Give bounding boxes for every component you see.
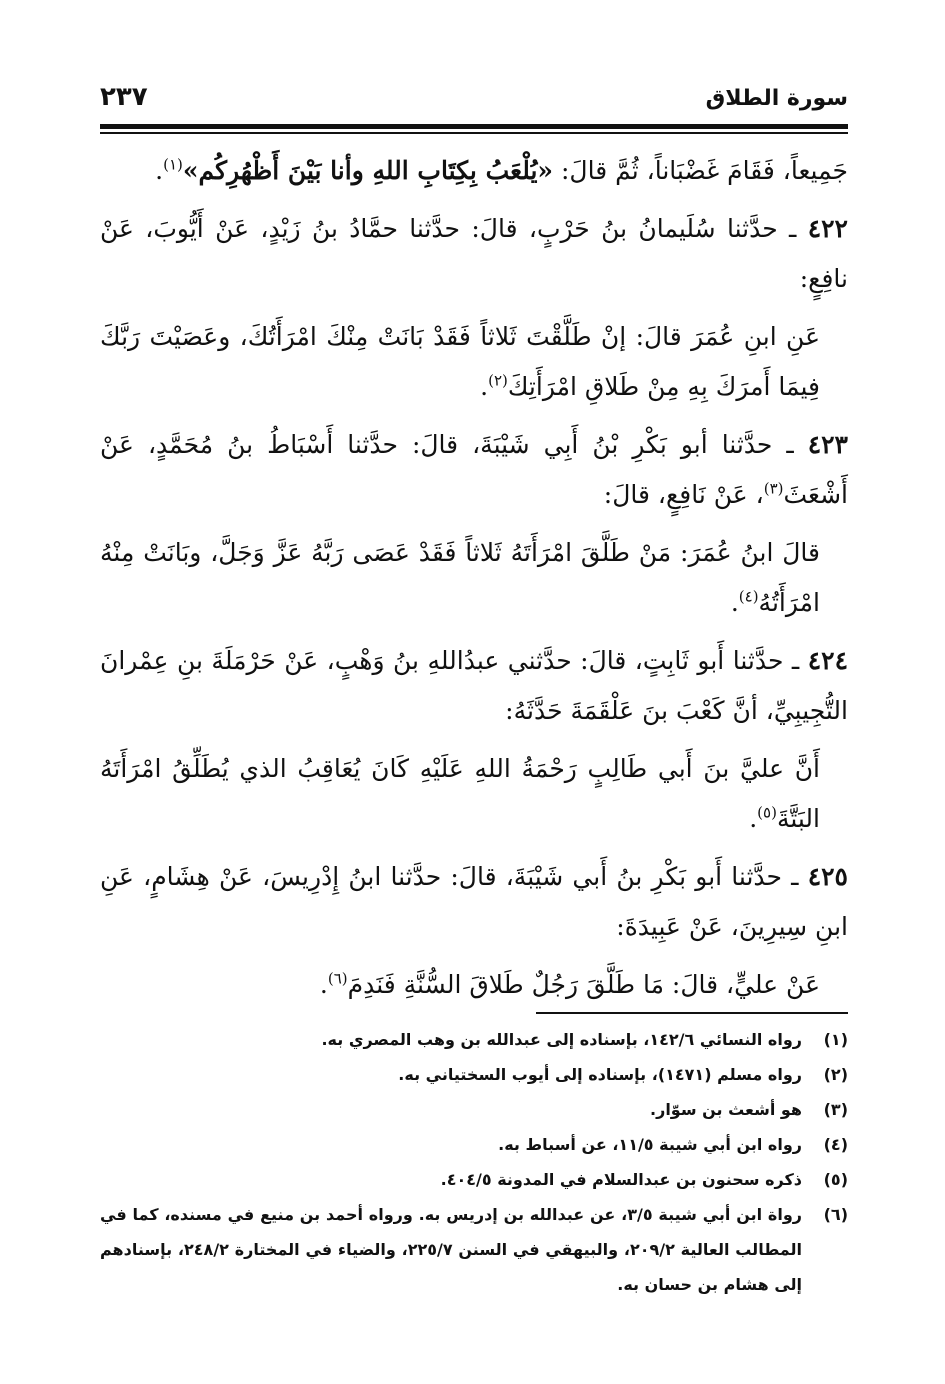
footnote-1 <box>100 1022 848 1057</box>
sentence-end: . <box>155 156 164 185</box>
footnote-text: هو أشعث بن سوّار. <box>650 1100 802 1119</box>
footnote-separator <box>536 1012 848 1014</box>
hadith-424-chain <box>100 636 848 736</box>
matn-text: أَنَّ عليَّ بنَ أَبي طَالِبٍ رَحْمَةُ اللهِ عَلَيْهِ كَانَ يُعَاقِبُ الذي يُطَلِّقُ امْرَأَتَهُ البَتَّةَ <box>100 754 820 833</box>
hadith-422-text <box>100 312 848 412</box>
footnote-text: رواة ابن أبي شيبة ٣/٥، عن عبدالله بن إدريس به. ورواه أحمد بن منيع في مسنده، كما في المطالب العالية ٢٠٩/٢، والبيهقي في السنن ٢٢٥/٧، والضياء في المختارة ٢٤٨/٢، بإسنادهم إلى هشام بن حسان به. <box>100 1205 803 1294</box>
hadith-number: ٤٢٣ <box>807 430 848 459</box>
footnote-6 <box>100 1197 848 1302</box>
footnote-5 <box>100 1162 848 1197</box>
sentence-end: . <box>730 588 739 617</box>
isnad-text: ـ حدَّثنا أَبو بَكْرِ بنُ أَبي شَيْبَةَ، قالَ: حدَّثنا ابنُ إِدْرِيسَ، عَنْ هِشَامٍ، عَنِ ابنِ سِيرِينَ، عَنْ عَبِيدَةَ: <box>100 862 848 941</box>
hadith-423-chain <box>100 420 848 520</box>
header-rule-thick <box>100 124 848 129</box>
footnote-ref-2[interactable]: (٢) <box>488 371 508 390</box>
footnote-text: رواه النسائي ١٤٢/٦، بإسناده إلى عبدالله بن وهب المصري به. <box>321 1030 802 1049</box>
hadith-number: ٤٢٢ <box>807 214 848 243</box>
footnote-number: (١) <box>823 1030 848 1049</box>
isnad-text: ـ حدَّثنا أبو بَكْرِ بْنُ أَبِي شَيْبَةَ، قالَ: حدَّثنا أَسْبَاطُ بنُ مُحَمَّدٍ، عَنْ أَشْعَثَ <box>100 430 848 509</box>
isnad-text: ـ حدَّثنا سُلَيمانُ بنُ حَرْبٍ، قالَ: حدَّثنا حمَّادُ بنُ زَيْدٍ، عَنْ أَيُّوبَ، عَنْ نافِعٍ: <box>100 214 848 293</box>
page-header <box>100 78 848 118</box>
running-title: سورة الطلاق <box>705 86 848 111</box>
footnote-number: (٤) <box>823 1135 848 1154</box>
hadith-number: ٤٢٥ <box>807 862 848 891</box>
header-rule-thin <box>100 132 848 134</box>
hadith-422-chain <box>100 204 848 304</box>
hadith-423-text <box>100 528 848 628</box>
main-text <box>100 146 848 1018</box>
continuation-text: جَمِيعاً، فَقَامَ غَضْبَاناً، ثُمَّ قالَ: <box>553 156 848 185</box>
footnote-3 <box>100 1092 848 1127</box>
hadith-425-chain <box>100 852 848 952</box>
sentence-end: . <box>480 372 489 401</box>
sentence-end: . <box>319 970 328 999</box>
sentence-end: . <box>749 804 758 833</box>
isnad-text-continued: ، عَنْ نَافِعٍ، قالَ: <box>603 480 764 509</box>
matn-text: عَنْ عليٍّ، قالَ: مَا طَلَّقَ رَجُلٌ طَلاقَ السُّنَّةِ فَنَدِمَ <box>347 970 820 999</box>
matn-text: قالَ ابنُ عُمَرَ: مَنْ طَلَّقَ امْرَأَتَهُ ثَلاثاً فَقَدْ عَصَى رَبَّهُ عَزَّ وَجَلَّ، وبَانَتْ مِنْهُ امْرَأَتُهُ <box>100 538 820 617</box>
page-number: ٢٣٧ <box>100 82 148 112</box>
footnote-2 <box>100 1057 848 1092</box>
prophet-quote: «يُلْعَبُ بِكِتَابِ اللهِ وأنا بَيْنَ أَظْهُرِكُم» <box>182 156 554 185</box>
footnote-ref-4[interactable]: (٤) <box>738 587 759 606</box>
footnote-text: ذكره سحنون بن عبدالسلام في المدونة ٤٠٤/٥. <box>440 1170 802 1189</box>
matn-text: عَنِ ابنِ عُمَرَ قالَ: إنْ طَلَّقْتَ ثَلاثاً فَقَدْ بَانَتْ مِنْكَ امْرَأَتُكَ، وعَصَيْتَ رَبَّكَ فِيمَا أَمرَكَ بِهِ مِنْ طَلاقِ امْرَأَتِكَ <box>100 322 820 401</box>
footnote-ref-5[interactable]: (٥) <box>757 803 777 822</box>
hadith-425-text <box>100 960 848 1010</box>
hadith-424-text <box>100 744 848 844</box>
footnote-4 <box>100 1127 848 1162</box>
paragraph-continuation <box>100 146 848 196</box>
isnad-text: ـ حدَّثنا أَبو ثَابِتٍ، قالَ: حدَّثني عبدُاللهِ بنُ وَهْبٍ، عَنْ حَرْمَلَةَ بنِ عِمْرانَ التُّجِيبِيِّ، أنَّ كَعْبَ بنَ عَلْقَمَةَ حَدَّثَهُ: <box>100 646 848 725</box>
footnote-number: (٥) <box>823 1170 848 1189</box>
footnote-ref-3[interactable]: (٣) <box>763 479 784 498</box>
footnote-number: (٣) <box>823 1100 848 1119</box>
hadith-number: ٤٢٤ <box>807 646 849 675</box>
footnotes <box>100 1022 848 1302</box>
footnote-number: (٦) <box>823 1205 848 1224</box>
footnote-number: (٢) <box>823 1065 848 1084</box>
footnote-ref-1[interactable]: (١) <box>163 155 183 174</box>
footnote-text: رواه مسلم (١٤٧١)، بإسناده إلى أيوب السختياني به. <box>398 1065 802 1084</box>
footnote-text: رواه ابن أبي شيبة ١١/٥، عن أسباط به. <box>498 1135 802 1154</box>
footnote-ref-6[interactable]: (٦) <box>327 969 348 988</box>
